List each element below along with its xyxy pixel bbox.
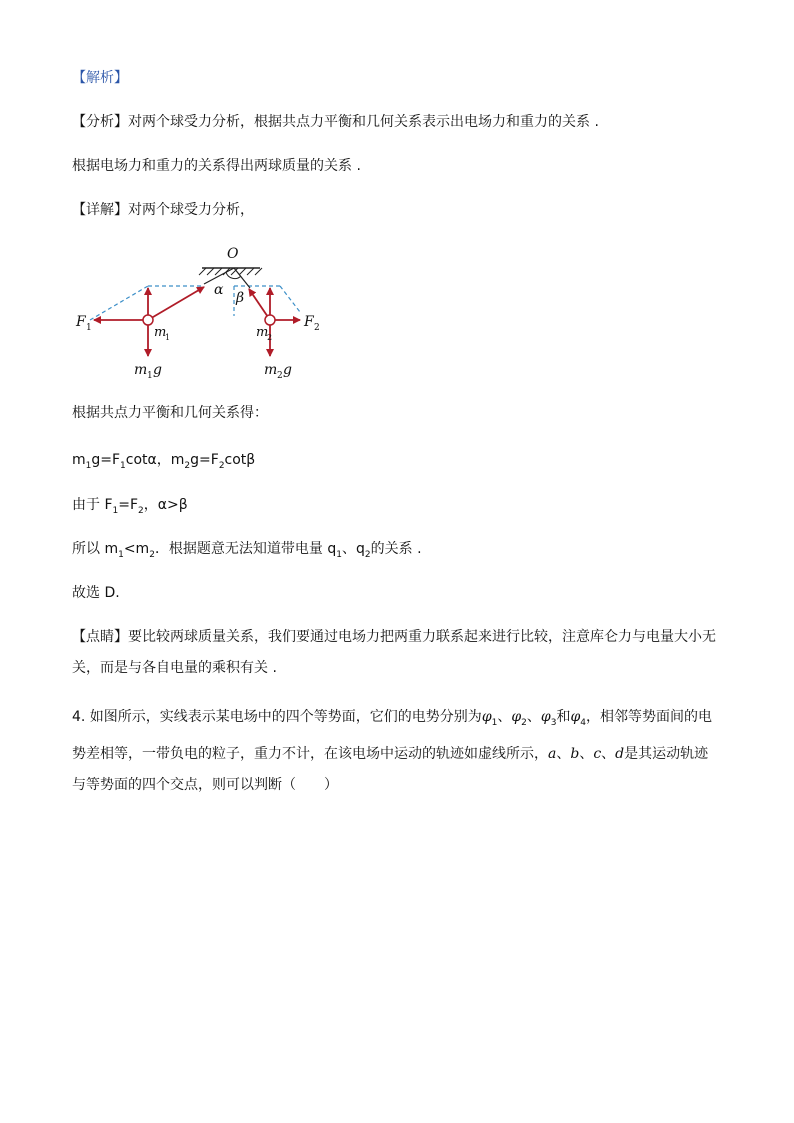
label-alpha: α bbox=[214, 282, 224, 298]
eq-part: m bbox=[72, 452, 86, 468]
phi-sub: 2 bbox=[521, 717, 527, 728]
dashed-right-diagonal bbox=[280, 286, 300, 312]
q4-text: 是其运动轨迹与等势面的四个交点，则可以判断（ ） bbox=[72, 745, 709, 793]
detail-tag: 【详解】 bbox=[72, 202, 128, 218]
point-a: a bbox=[548, 745, 557, 762]
point-d: d bbox=[615, 745, 625, 762]
since-line bbox=[72, 495, 188, 521]
comment-line-1 bbox=[72, 627, 716, 647]
label-o: O bbox=[227, 246, 239, 262]
tension-arrow-left bbox=[148, 287, 204, 320]
label-f1: F bbox=[76, 314, 86, 330]
eq-sub: 2 bbox=[184, 460, 191, 471]
comment-line-2: 关，而是与各自电量的乘积有关 . bbox=[72, 660, 277, 676]
eq-part: cotα，m bbox=[125, 452, 185, 468]
therefore-line bbox=[72, 539, 422, 565]
phi-sub: 1 bbox=[491, 717, 498, 728]
detail-line bbox=[72, 200, 254, 220]
q4-and: 和 bbox=[556, 709, 571, 725]
label-m1g-sub: 1 bbox=[147, 371, 153, 381]
phi-symbol: φ bbox=[540, 709, 551, 725]
therefore-part: 所以 m bbox=[72, 541, 119, 557]
answer-choice: 故选 D. bbox=[72, 585, 120, 601]
phi-symbol: φ bbox=[511, 709, 522, 725]
eq-sub: 2 bbox=[218, 460, 225, 471]
comment-text-1: 要比较两球质量关系，我们要通过电场力把两重力联系起来进行比较，注意库仑力与电量大小无 bbox=[128, 629, 716, 645]
label-m1-sub: 1 bbox=[165, 333, 171, 342]
since-part: =F bbox=[118, 497, 139, 513]
label-beta: β bbox=[236, 290, 245, 306]
therefore-sub: 2 bbox=[149, 549, 155, 560]
therefore-part: 的关系 . bbox=[370, 541, 422, 557]
therefore-part: ．根据题意无法知道带电量 q bbox=[154, 541, 337, 557]
q4-sep: 、 bbox=[601, 745, 616, 762]
label-m2g-m: m bbox=[264, 362, 278, 378]
dashed-left-diagonal bbox=[90, 286, 148, 320]
label-m2: m bbox=[256, 325, 269, 340]
phi-sub: 3 bbox=[550, 717, 557, 728]
q4-sep: 、 bbox=[556, 745, 571, 762]
point-c: c bbox=[593, 745, 602, 762]
therefore-part: 、q bbox=[342, 541, 365, 557]
label-f1-sub: 1 bbox=[86, 323, 92, 333]
comment-tag: 【点睛】 bbox=[72, 629, 128, 645]
since-part: 由于 F bbox=[72, 497, 113, 513]
analysis-text-1: 对两个球受力分析，根据共点力平衡和几何关系表示出电场力和重力的关系 . bbox=[128, 114, 599, 130]
phi-symbol: φ bbox=[570, 709, 581, 725]
therefore-part: <m bbox=[123, 541, 150, 557]
q4-sep: 、 bbox=[497, 709, 512, 725]
ceiling bbox=[199, 268, 262, 275]
q4-text: ，相邻等势面间的电势差相等，一带负电的粒子，重力不计，在该电场中运动的轨迹如虚线所示， bbox=[72, 709, 712, 762]
label-f2: F bbox=[304, 314, 314, 330]
phi-symbol: φ bbox=[481, 709, 492, 725]
string-right bbox=[234, 268, 250, 288]
therefore-sub: 1 bbox=[336, 549, 343, 560]
section-label: 【解析】 bbox=[72, 70, 128, 86]
therefore-sub: 2 bbox=[364, 549, 371, 560]
label-m1: m bbox=[154, 325, 167, 340]
since-sub: 2 bbox=[138, 505, 144, 516]
eq-sub: 1 bbox=[120, 460, 126, 471]
label-f2-sub: 2 bbox=[314, 323, 320, 333]
analysis-line-1 bbox=[72, 112, 599, 132]
equation-line bbox=[72, 450, 255, 476]
eq-part: cotβ bbox=[224, 452, 256, 468]
label-m2-sub: 2 bbox=[267, 333, 273, 342]
analysis-line-2: 根据电场力和重力的关系得出两球质量的关系 . bbox=[72, 158, 361, 174]
analysis-tag: 【分析】 bbox=[72, 114, 128, 130]
label-m1g-g: g bbox=[153, 362, 162, 378]
question-4 bbox=[72, 702, 722, 801]
q4-sep: 、 bbox=[579, 745, 594, 762]
detail-text: 对两个球受力分析， bbox=[128, 202, 254, 218]
equation-intro: 根据共点力平衡和几何关系得： bbox=[72, 405, 268, 421]
force-diagram bbox=[72, 242, 332, 382]
ball-m1 bbox=[143, 315, 153, 325]
eq-part: g=F bbox=[91, 452, 121, 468]
ball-m2 bbox=[265, 315, 275, 325]
phi-sub: 4 bbox=[580, 717, 586, 728]
label-m1g-m: m bbox=[134, 362, 148, 378]
q4-sep: 、 bbox=[526, 709, 541, 725]
q4-text: 4. 如图所示，实线表示某电场中的四个等势面，它们的电势分别为 bbox=[72, 709, 482, 725]
therefore-sub: 1 bbox=[118, 549, 124, 560]
eq-part: g=F bbox=[190, 452, 219, 468]
label-m2g-g: g bbox=[283, 362, 292, 378]
point-b: b bbox=[570, 745, 580, 762]
since-sub: 1 bbox=[112, 505, 119, 516]
since-part: ，α>β bbox=[143, 497, 188, 513]
label-m2g-sub: 2 bbox=[277, 371, 283, 381]
eq-sub: 1 bbox=[85, 460, 92, 471]
